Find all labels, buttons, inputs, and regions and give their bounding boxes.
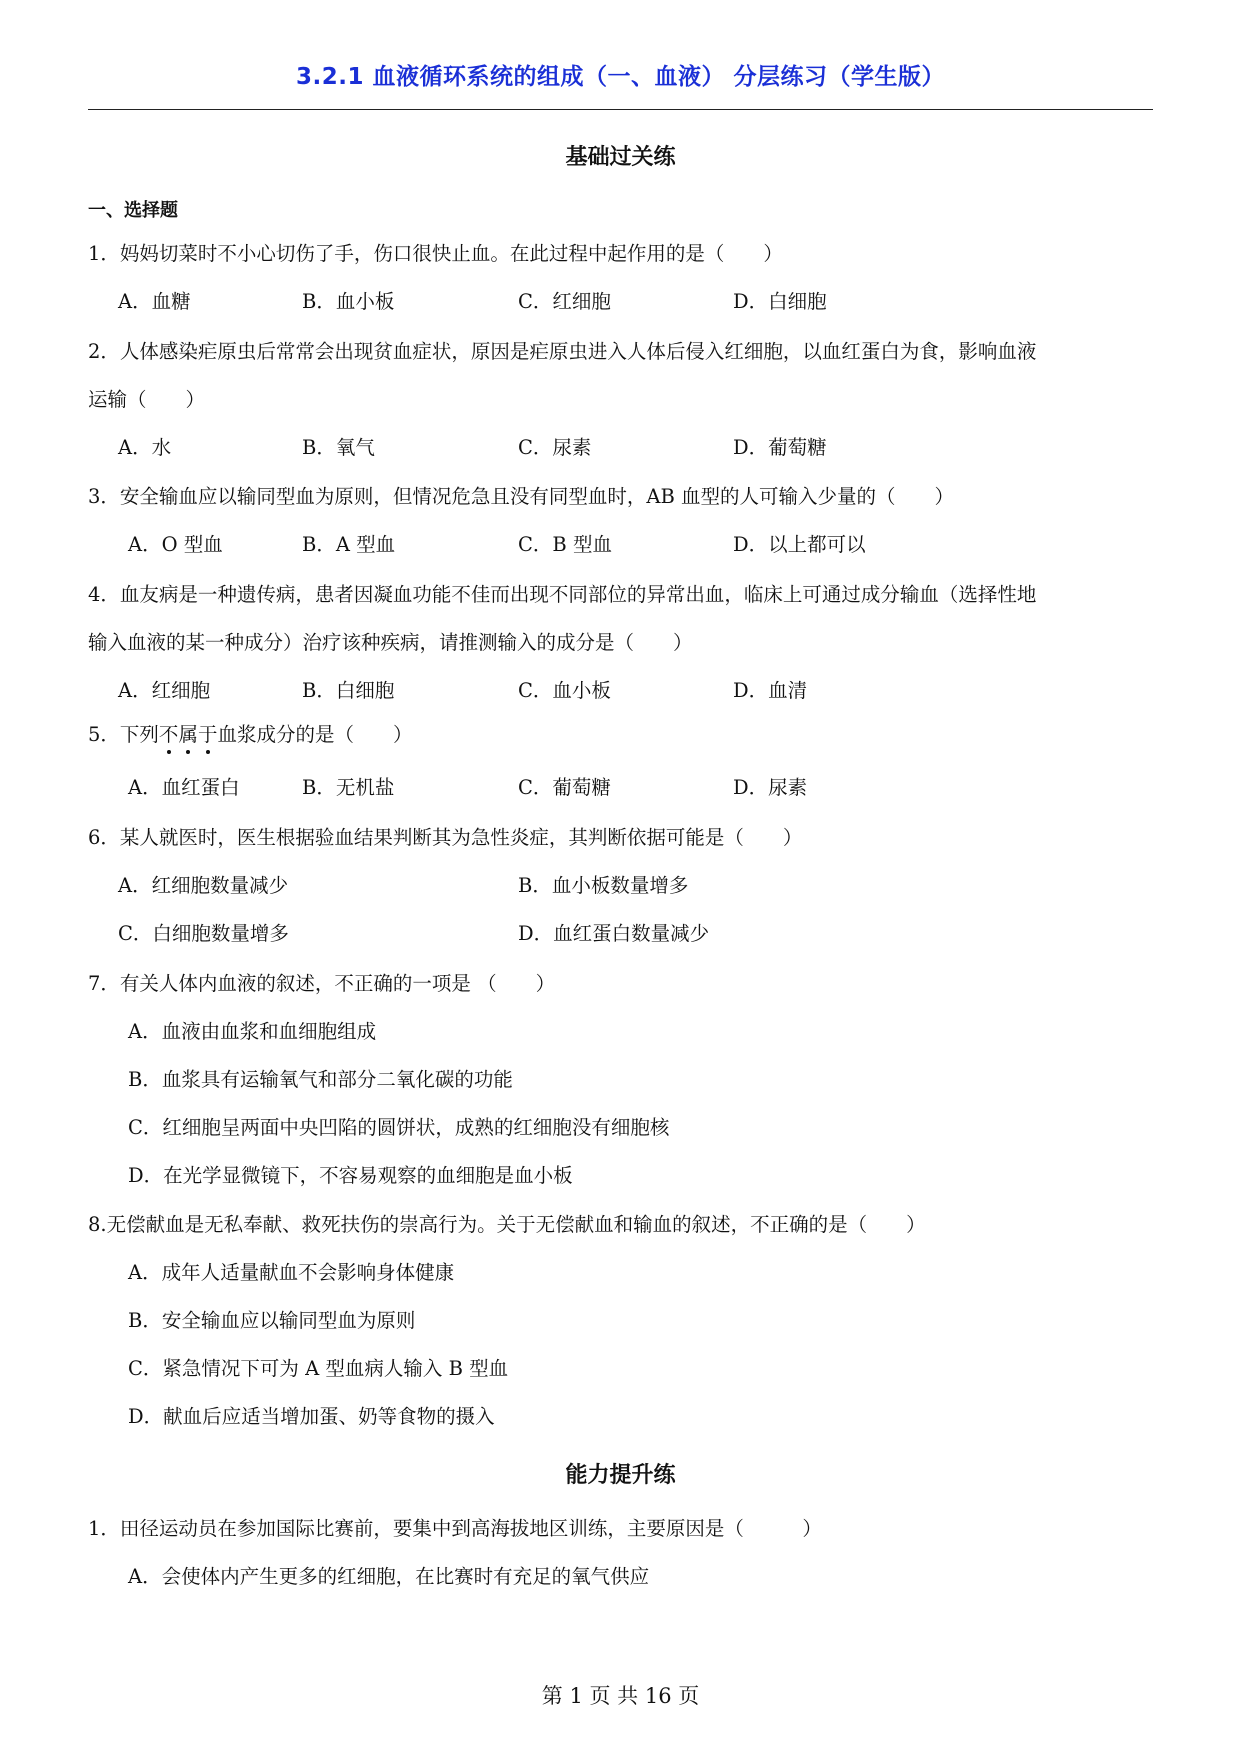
question-6-option-b: B．血小板数量增多 (518, 874, 689, 897)
question-7-option-c: C．红细胞呈两面中央凹陷的圆饼状，成熟的红细胞没有细胞核 (128, 1116, 670, 1139)
question-8-option-b: B．安全输血应以输同型血为原则 (128, 1309, 416, 1332)
question-4-option-a: A．红细胞 (118, 679, 211, 702)
question-8-stem: 8.无偿献血是无私奉献、救死扶伤的崇高行为。关于无偿献血和输血的叙述，不正确的是（ ） (88, 1213, 926, 1236)
question-8-option-c: C．紧急情况下可为 A 型血病人输入 B 型血 (128, 1357, 509, 1380)
question-7-option-d: D．在光学显微镜下，不容易观察的血细胞是血小板 (128, 1164, 573, 1187)
question-6-option-a: A．红细胞数量减少 (118, 874, 289, 897)
question-1-option-d: D．白细胞 (733, 290, 827, 313)
question-1-option-c: C．红细胞 (518, 290, 611, 313)
question-5-stem-suffix: 血浆成分的是（ ） (217, 723, 413, 746)
header-rule (88, 109, 1153, 110)
page-number: 第 1 页 共 16 页 (541, 1684, 700, 1708)
question-4-option-c: C．血小板 (518, 679, 611, 702)
part-label-choice: 一、选择题 (88, 200, 178, 221)
question-4-option-b: B．白细胞 (302, 679, 395, 702)
question-1-stem: 1．妈妈切菜时不小心切伤了手，伤口很快止血。在此过程中起作用的是（ ） (88, 242, 783, 265)
question-7-stem: 7．有关人体内血液的叙述，不正确的一项是 （ ） (88, 972, 556, 995)
question-5-stem-prefix: 5．下列 (88, 723, 159, 746)
emphasis-char: 属 (178, 723, 198, 746)
advanced-question-1-option-a: A．会使体内产生更多的红细胞，在比赛时有充足的氧气供应 (128, 1565, 650, 1588)
question-2-stem-line-1: 2．人体感染疟原虫后常常会出现贫血症状，原因是疟原虫进入人体后侵入红细胞，以血红蛋白为食，影响血液 (88, 340, 1037, 363)
question-8-option-a: A．成年人适量献血不会影响身体健康 (128, 1261, 455, 1284)
question-7-option-b: B．血浆具有运输氧气和部分二氧化碳的功能 (128, 1068, 513, 1091)
question-2-option-c: C．尿素 (518, 436, 592, 459)
question-8-option-d: D．献血后应适当增加蛋、奶等食物的摄入 (128, 1405, 495, 1428)
question-6-option-d: D．血红蛋白数量减少 (518, 922, 710, 945)
section-heading-basic: 基础过关练 (565, 145, 676, 170)
question-3-option-b: B．A 型血 (302, 533, 396, 556)
question-3-option-c: C．B 型血 (518, 533, 612, 556)
document-title: 3.2.1 血液循环系统的组成（一、血液） 分层练习（学生版） (296, 64, 945, 90)
question-5-option-d: D．尿素 (733, 776, 808, 799)
section-heading-advanced: 能力提升练 (565, 1463, 676, 1488)
question-2-stem-line-2: 运输（ ） (88, 388, 206, 411)
question-5-option-a: A．血红蛋白 (128, 776, 240, 799)
advanced-question-1-stem: 1．田径运动员在参加国际比赛前，要集中到高海拔地区训练，主要原因是（ ） (88, 1517, 822, 1540)
emphasis-char: 不 (158, 723, 179, 746)
question-1-option-a: A．血糖 (118, 290, 191, 313)
question-5-stem (88, 725, 412, 745)
question-3-option-a: A．O 型血 (128, 533, 223, 556)
question-5-option-c: C．葡萄糖 (518, 776, 611, 799)
question-5-option-b: B．无机盐 (302, 776, 395, 799)
question-4-option-d: D．血清 (733, 679, 808, 702)
question-2-option-b: B．氧气 (302, 436, 375, 459)
question-7-option-a: A．血液由血浆和血细胞组成 (128, 1020, 377, 1043)
question-2-option-a: A．水 (118, 436, 172, 459)
question-2-option-d: D．葡萄糖 (733, 436, 827, 459)
question-4-stem-line-2: 输入血液的某一种成分）治疗该种疾病，请推测输入的成分是（ ） (88, 631, 693, 654)
question-6-option-c: C．白细胞数量增多 (118, 922, 289, 945)
emphasis-char: 于 (197, 723, 218, 746)
question-1-option-b: B．血小板 (302, 290, 395, 313)
question-4-stem-line-1: 4．血友病是一种遗传病，患者因凝血功能不佳而出现不同部位的异常出血，临床上可通过成分输血（选择性地 (88, 583, 1037, 606)
question-6-stem: 6．某人就医时，医生根据验血结果判断其为急性炎症，其判断依据可能是（ ） (88, 826, 803, 849)
question-3-option-d: D．以上都可以 (733, 533, 866, 556)
question-3-stem: 3．安全输血应以输同型血为原则，但情况危急且没有同型血时，AB 血型的人可输入少量的（ ） (88, 485, 955, 508)
